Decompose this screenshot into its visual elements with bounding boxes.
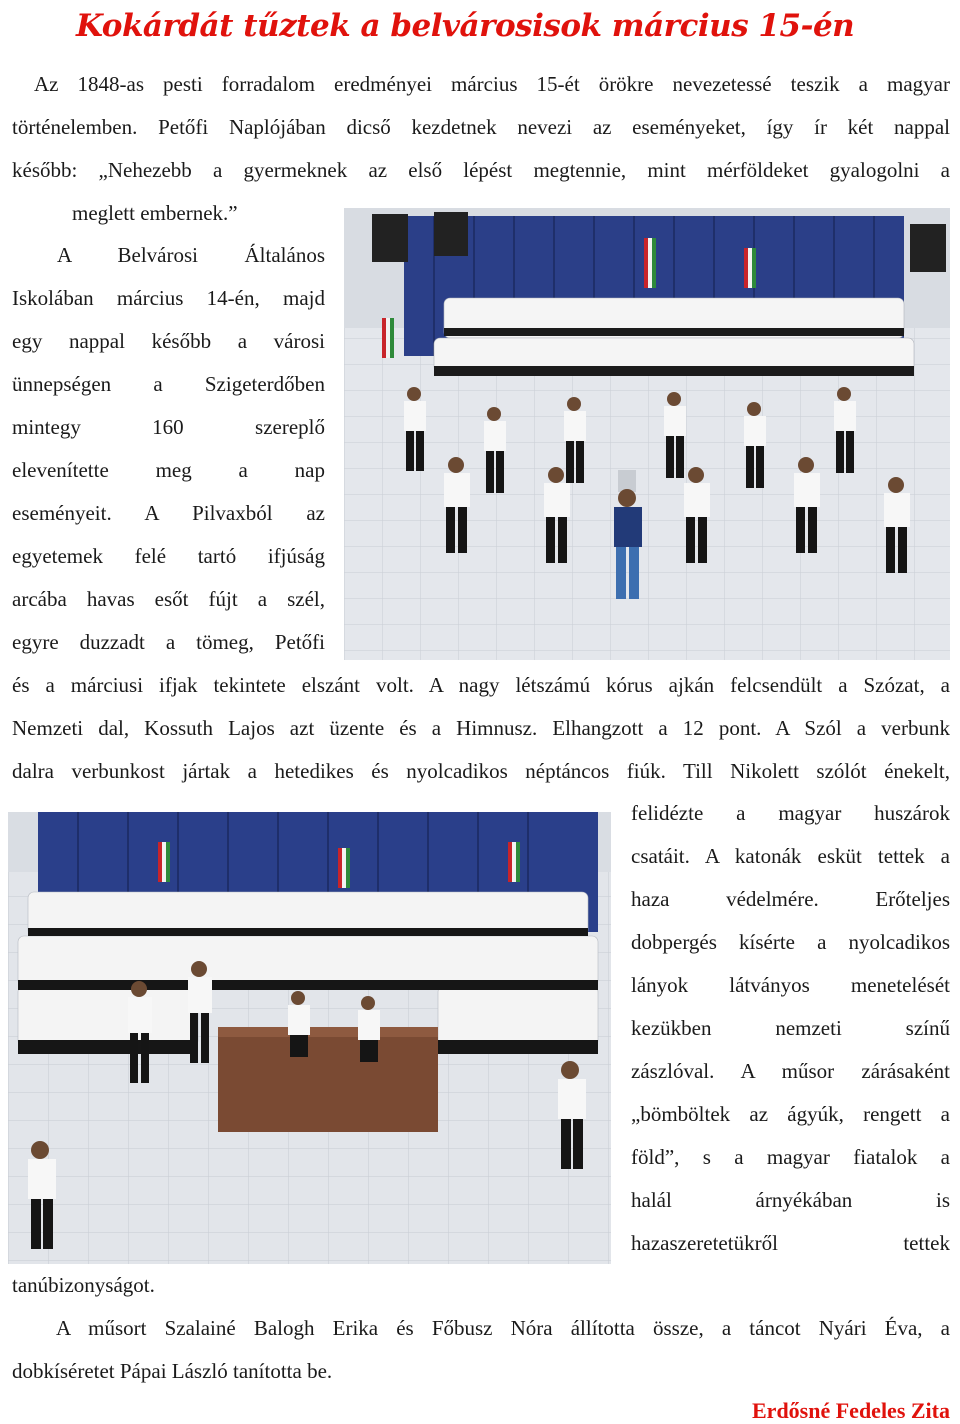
- body-right-line-1: felidézte a magyar huszárok: [631, 801, 950, 825]
- choir-stage-photo: [8, 812, 611, 1264]
- body-left-line-7: eseményeit. A Pilvaxból az: [12, 501, 325, 525]
- body-right-line-11: hazaszeretetükről tettek: [631, 1231, 950, 1255]
- body-left-line-6: elevenítette meg a nap: [12, 458, 325, 482]
- body-last-line: tanúbizonyságot.: [12, 1273, 155, 1297]
- intro-line-1: Az 1848-as pesti forradalom eredményei március 15-ét örökre nevezetessé teszik a magyar: [34, 72, 950, 96]
- body-left-line-5: mintegy 160 szereplő: [12, 415, 325, 439]
- author-signature: Erdősné Fedeles Zita: [752, 1398, 950, 1423]
- credits-line-1: A műsort Szalainé Balogh Erika és Főbusz Nóra állította össze, a táncot Nyári Éva, a: [56, 1316, 950, 1340]
- body-full-line-1: és a márciusi ifjak tekintete elszánt volt. A nagy létszámú kórus ajkán felcsendült a Szózat, a: [12, 673, 950, 697]
- intro-line-2: történelemben. Petőfi Naplójában dicső kezdetnek nevezi az eseményeket, így ír két nappal: [12, 115, 950, 139]
- body-right-line-5: lányok látványos menetelését: [631, 973, 950, 997]
- body-full-line-2: Nemzeti dal, Kossuth Lajos azt üzente és a Himnusz. Elhangzott a 12 pont. A Szól a verbunk: [12, 716, 950, 740]
- body-left-line-2: Iskolában március 14-én, majd: [12, 286, 325, 310]
- article-title: Kokárdát tűztek a belvárosisok március 15-én: [76, 8, 855, 44]
- body-left-line-8: egyetemek felé tartó ifjúság: [12, 544, 325, 568]
- body-left-line-9: arcába havas esőt fújt a szél,: [12, 587, 325, 611]
- body-left-line-3: egy nappal később a városi: [12, 329, 325, 353]
- body-right-line-3: haza védelmére. Erőteljes: [631, 887, 950, 911]
- body-right-line-10: halál árnyékában is: [631, 1188, 950, 1212]
- body-left-line-10: egyre duzzadt a tömeg, Petőfi: [12, 630, 325, 654]
- credits-line-2: dobkíséretet Pápai László tanította be.: [12, 1359, 333, 1383]
- intro-line-3: később: „Nehezebb a gyermeknek az első lépést megtennie, mint mérföldeket gyalogolni a: [12, 158, 950, 182]
- body-left-line-1: A Belvárosi Általános: [57, 243, 325, 267]
- body-right-line-9: föld”, s a magyar fiatalok a: [631, 1145, 950, 1169]
- body-right-line-8: „bömböltek az ágyúk, rengett a: [631, 1102, 950, 1126]
- intro-line-4: meglett embernek.”: [72, 201, 238, 225]
- body-full-line-3: dalra verbunkost jártak a hetedikes és nyolcadikos néptáncos fiúk. Till Nikolett szólót énekelt,: [12, 759, 950, 783]
- body-right-line-6: kezükben nemzeti színű: [631, 1016, 950, 1040]
- body-right-line-2: csatáit. A katonák esküt tettek a: [631, 844, 950, 868]
- body-left-line-4: ünnepségen a Szigeterdőben: [12, 372, 325, 396]
- dancing-boys-photo: [344, 208, 950, 660]
- body-right-line-4: dobpergés kísérte a nyolcadikos: [631, 930, 950, 954]
- body-right-line-7: zászlóval. A műsor zárásaként: [631, 1059, 950, 1083]
